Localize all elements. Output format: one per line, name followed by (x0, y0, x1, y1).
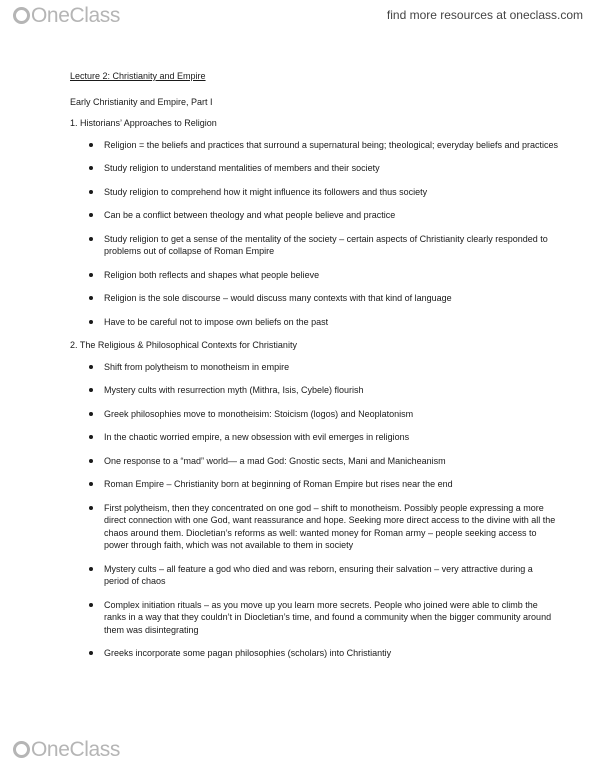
list-item: In the chaotic worried empire, a new obsession with evil emerges in religions (89, 431, 560, 444)
oneclass-logo-footer[interactable] (13, 738, 120, 762)
list-item: Can be a conflict between theology and what people believe and practice (89, 209, 560, 222)
logo-ring-icon (13, 741, 30, 758)
lecture-title: Lecture 2: Christianity and Empire (70, 71, 206, 81)
list-item: Mystery cults with resurrection myth (Mithra, Isis, Cybele) flourish (89, 384, 560, 397)
logo-ring-icon (13, 7, 30, 24)
list-item: Shift from polytheism to monotheism in empire (89, 361, 560, 374)
list-item: Study religion to get a sense of the mentality of the society – certain aspects of Christianity clearly responded to problems out of collapse of Roman Empire (89, 233, 560, 258)
lecture-subtitle: Early Christianity and Empire, Part I (70, 96, 213, 107)
list-item: Greeks incorporate some pagan philosophies (scholars) into Christiantiy (89, 647, 560, 660)
section-heading: 2. The Religious & Philosophical Contexts for Christianity (70, 340, 297, 350)
list-item: Religion = the beliefs and practices that surround a supernatural being; theological; everyday beliefs and practices (89, 139, 560, 152)
list-item: Have to be careful not to impose own beliefs on the past (89, 316, 560, 329)
logo-text: OneClass (31, 738, 121, 761)
list-item: Complex initiation rituals – as you move up you learn more secrets. People who joined were able to climb the ranks in a way that they couldn’t in Diocletian’s time, and found a community when the bigger community around them was disintegrating (89, 599, 560, 637)
logo-text: OneClass (31, 4, 121, 27)
resources-link[interactable]: find more resources at oneclass.com (386, 8, 583, 22)
oneclass-logo[interactable] (13, 4, 120, 28)
document-body (70, 70, 560, 671)
section-heading: 1. Historians’ Approaches to Religion (70, 118, 217, 128)
list-item: One response to a “mad” world— a mad God: Gnostic sects, Mani and Manicheanism (89, 455, 560, 468)
list-item: Religion both reflects and shapes what people believe (89, 269, 560, 282)
list-item: Study religion to understand mentalities of members and their society (89, 162, 560, 175)
list-item: Roman Empire – Christianity born at beginning of Roman Empire but rises near the end (89, 478, 560, 491)
bullet-list (70, 139, 560, 329)
list-item: Mystery cults – all feature a god who died and was reborn, ensuring their salvation – very attractive during a period of chaos (89, 563, 560, 588)
list-item: First polytheism, then they concentrated on one god – shift to monotheism. Possibly people expressing a more direct connection with one God, want reassurance and hope. Seeking more direct access to the divine with all the chaos around them. Diocletian’s reforms as well: wanted money for Roman army – people seeking access to power through faith, which was not available to them in society (89, 502, 560, 552)
list-item: Greek philosophies move to monotheisim: Stoicism (logos) and Neoplatonism (89, 408, 560, 421)
bullet-list (70, 361, 560, 660)
list-item: Religion is the sole discourse – would discuss many contexts with that kind of language (89, 292, 560, 305)
header-bar (0, 0, 595, 30)
list-item: Study religion to comprehend how it might influence its followers and thus society (89, 186, 560, 199)
